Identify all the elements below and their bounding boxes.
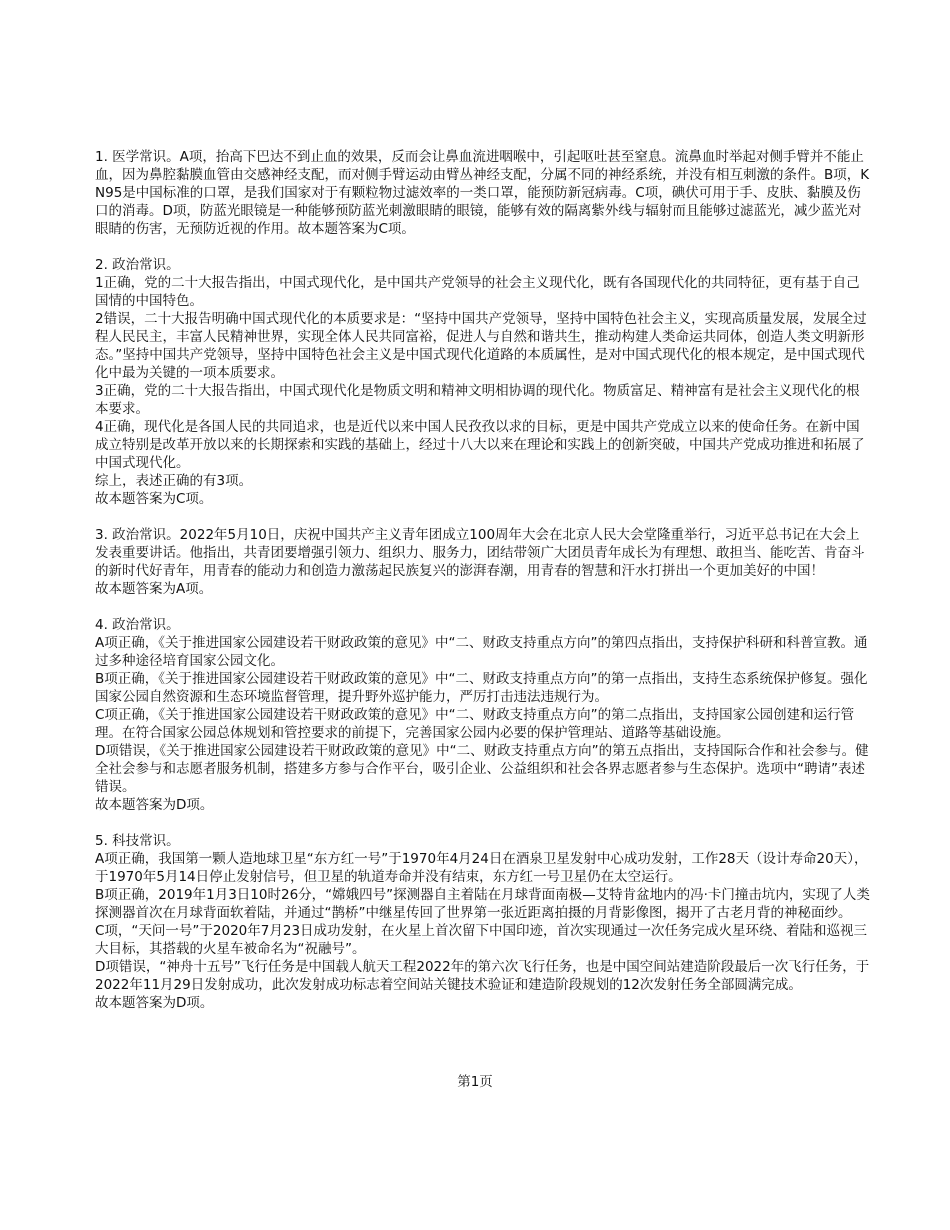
answer-document	[95, 148, 870, 1030]
section-heading: 2. 政治常识。	[95, 257, 180, 273]
paragraph: D项错误，“神舟十五号”飞行任务是中国载人航天工程2022年的第六次飞行任务，也是中国空间站建造阶段最后一次飞行任务，于2022年11月29日发射成功，此次发射成功标志着空间站关键技术验证和建造阶段规划的12次发射任务全部圆满完成。	[95, 959, 870, 993]
paragraph: 综上，表述正确的有3项。	[95, 473, 253, 489]
paragraph: A项正确，《关于推进国家公园建设若干财政政策的意见》中“二、财政支持重点方向”的第四点指出，支持保护科研和科普宣教。通过多种途径培育国家公园文化。	[95, 635, 868, 669]
paragraph: 4正确，现代化是各国人民的共同追求，也是近代以来中国人民孜孜以求的目标，更是中国共产党成立以来的使命任务。在新中国成立特别是改革开放以来的长期探索和实践的基础上，经过十八大以来在理论和实践上的创新突破，中国共产党成功推进和拓展了中国式现代化。	[95, 419, 865, 471]
answer-line: 故本题答案为A项。	[95, 581, 213, 597]
answer-section-3	[95, 526, 870, 598]
answer-line: 故本题答案为D项。	[95, 797, 214, 813]
paragraph: B项正确，2019年1月3日10时26分，“嫦娥四号”探测器自主着陆在月球背面南极—艾特肯盆地内的冯·卡门撞击坑内，实现了人类探测器首次在月球背面软着陆，并通过“鹊桥”中继星传回了世界第一张近距离拍摄的月背影像图，揭开了古老月背的神秘面纱。	[95, 887, 870, 921]
answer-section-5	[95, 832, 870, 1012]
paragraph: A项正确，我国第一颗人造地球卫星“东方红一号”于1970年4月24日在酒泉卫星发射中心成功发射，工作28天（设计寿命20天），于1970年5月14日停止发射信号，但卫星的轨道寿命并没有结束，东方红一号卫星仍在太空运行。	[95, 851, 868, 885]
answer-section-4	[95, 616, 870, 814]
paragraph: 1. 医学常识。A项，抬高下巴达不到止血的效果，反而会让鼻血流进咽喉中，引起呕吐甚至窒息。流鼻血时举起对侧手臂并不能止血，因为鼻腔黏膜血管由交感神经支配，而对侧手臂运动由臂丛神经支配，分属不同的神经系统，并没有相互刺激的条件。B项，KN95是中国标准的口罩，是我们国家对于有颗粒物过滤效率的一类口罩，能预防新冠病毒。C项，碘伏可用于手、皮肤、黏膜及伤口的消毒。D项，防蓝光眼镜是一种能够预防蓝光刺激眼睛的眼镜，能够有效的隔离紫外线与辐射而且能够过滤蓝光，减少蓝光对眼睛的伤害，无预防近视的作用。故本题答案为C项。	[95, 149, 870, 237]
section-heading: 4. 政治常识。	[95, 617, 180, 633]
paragraph: D项错误，《关于推进国家公园建设若干财政政策的意见》中“二、财政支持重点方向”的第五点指出，支持国际合作和社会参与。健全社会参与和志愿者服务机制，搭建多方参与合作平台，吸引企业、公益组织和社会各界志愿者参与生态保护。选项中“聘请”表述错误。	[95, 743, 869, 795]
page-number: 第1页	[457, 1074, 493, 1090]
section-heading: 5. 科技常识。	[95, 833, 180, 849]
paragraph: 2错误，二十大报告明确中国式现代化的本质要求是：“坚持中国共产党领导，坚持中国特色社会主义，实现高质量发展，发展全过程人民民主，丰富人民精神世界，实现全体人民共同富裕，促进人与自然和谐共生，推动构建人类命运共同体，创造人类文明新形态。”坚持中国共产党领导，坚持中国特色社会主义是中国式现代化道路的本质属性，是对中国式现代化的根本规定，是中国式现代化中最为关键的一项本质要求。	[95, 311, 867, 381]
answer-section-2	[95, 256, 870, 508]
answer-line: 故本题答案为D项。	[95, 995, 214, 1011]
answer-section-1	[95, 148, 870, 238]
paragraph: 3. 政治常识。2022年5月10日，庆祝中国共产主义青年团成立100周年大会在北京人民大会堂隆重举行，习近平总书记在大会上发表重要讲话。他指出，共青团要增强引领力、组织力、服务力，团结带领广大团员青年成长为有理想、敢担当、能吃苦、肯奋斗的新时代好青年，用青春的能动力和创造力激荡起民族复兴的澎湃春潮，用青春的智慧和汗水打拼出一个更加美好的中国！	[95, 527, 865, 579]
paragraph: C项，“天问一号”于2020年7月23日成功发射，在火星上首次留下中国印迹，首次实现通过一次任务完成火星环绕、着陆和巡视三大目标，其搭载的火星车被命名为“祝融号”。	[95, 923, 868, 957]
paragraph: C项正确，《关于推进国家公园建设若干财政政策的意见》中“二、财政支持重点方向”的第二点指出，支持国家公园创建和运行管理。在符合国家公园总体规划和管控要求的前提下，完善国家公园内必要的保护管理站、道路等基础设施。	[95, 707, 855, 741]
answer-line: 故本题答案为C项。	[95, 491, 213, 507]
paragraph: 3正确，党的二十大报告指出，中国式现代化是物质文明和精神文明相协调的现代化。物质富足、精神富有是社会主义现代化的根本要求。	[95, 383, 860, 417]
paragraph: B项正确，《关于推进国家公园建设若干财政政策的意见》中“二、财政支持重点方向”的第一点指出，支持生态系统保护修复。强化国家公园自然资源和生态环境监督管理，提升野外巡护能力，严厉打击违法违规行为。	[95, 671, 868, 705]
paragraph: 1正确，党的二十大报告指出，中国式现代化，是中国共产党领导的社会主义现代化，既有各国现代化的共同特征，更有基于自己国情的中国特色。	[95, 275, 860, 309]
